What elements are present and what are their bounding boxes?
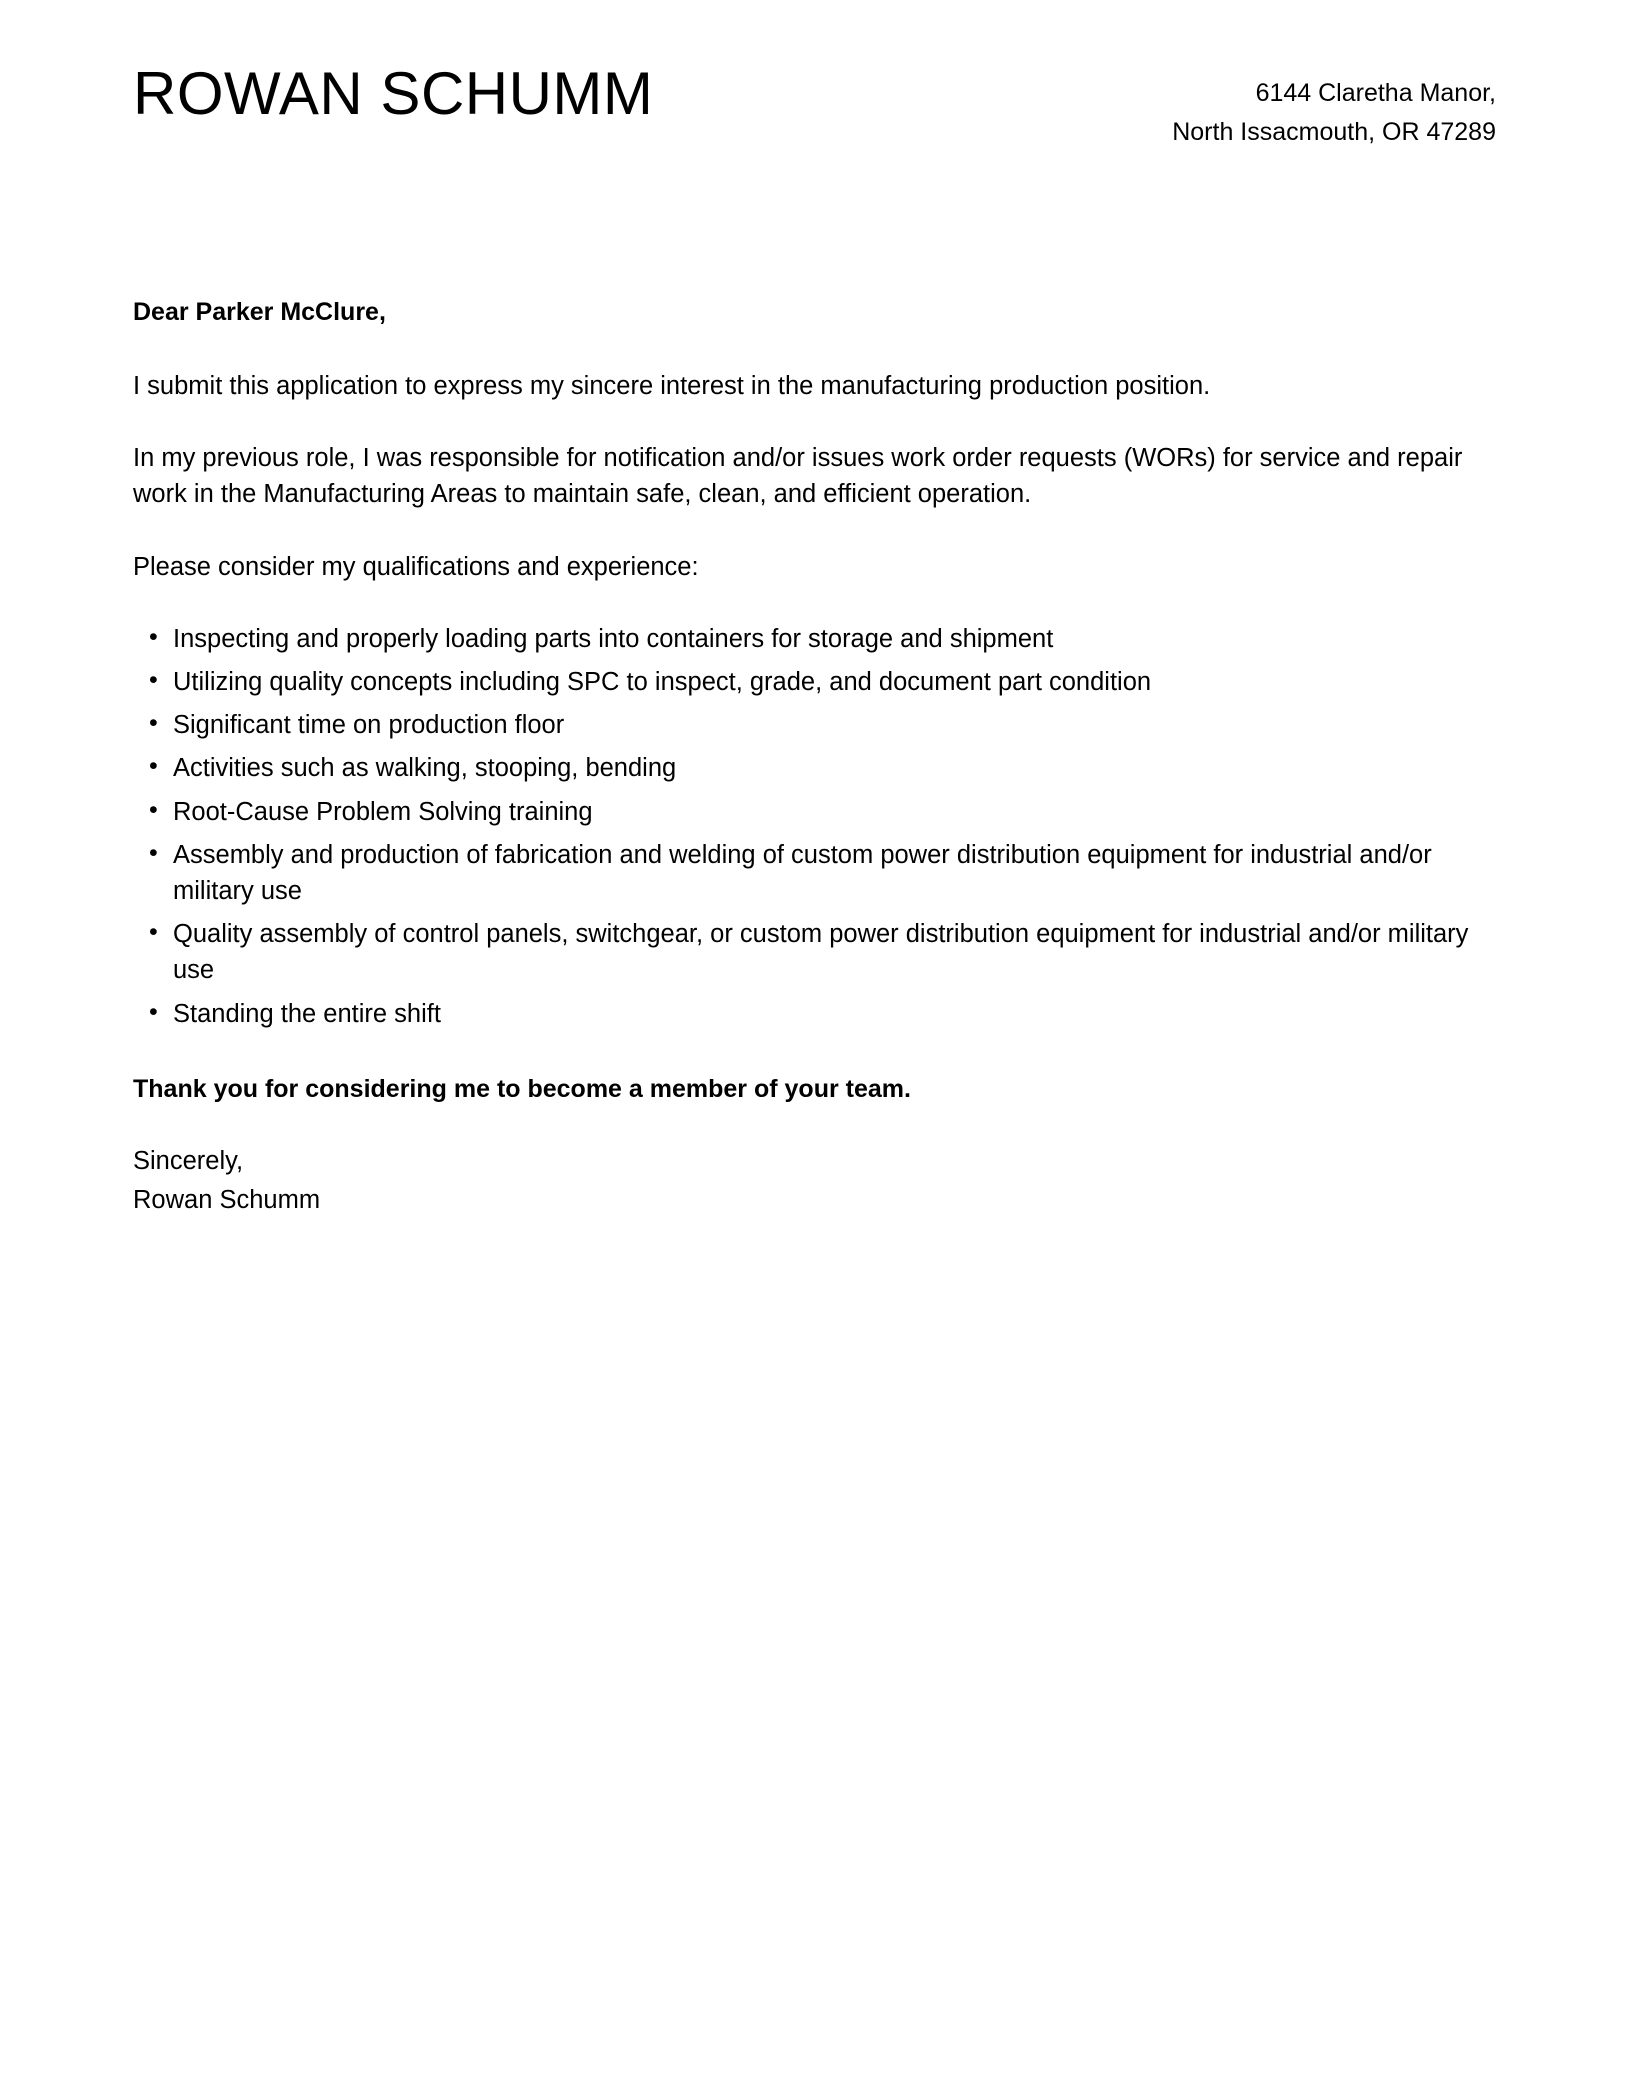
letter-body bbox=[133, 295, 1496, 1218]
signature-name: Rowan Schumm bbox=[133, 1185, 321, 1214]
experience-paragraph: In my previous role, I was responsible for notification and/or issues work order requests (WORs) for service and repair work in the Manufacturing Areas to maintain safe, clean, and efficient operation. bbox=[133, 444, 1463, 509]
sender-name-heading: ROWAN SCHUMM bbox=[133, 60, 654, 127]
address-line-city-state-zip: North Issacmouth, OR 47289 bbox=[1172, 117, 1496, 146]
list-item: • Root-Cause Problem Solving training bbox=[133, 794, 1496, 830]
thank-you-line: Thank you for considering me to become a member of your team. bbox=[133, 1074, 911, 1103]
qualifications-list bbox=[133, 621, 1496, 1032]
address-line-street: 6144 Claretha Manor, bbox=[1255, 79, 1496, 107]
closing-salutation: Sincerely, bbox=[133, 1147, 244, 1176]
salutation: Dear Parker McClure, bbox=[133, 297, 386, 326]
sender-address-block bbox=[1172, 60, 1496, 152]
qualifications-lead-in: Please consider my qualifications and experience: bbox=[133, 552, 699, 581]
list-item: • Utilizing quality concepts including SPC to inspect, grade, and document part condition bbox=[133, 664, 1496, 700]
list-item: • Inspecting and properly loading parts into containers for storage and shipment bbox=[133, 621, 1496, 657]
signature-block bbox=[133, 1143, 1496, 1217]
list-item: • Quality assembly of control panels, switchgear, or custom power distribution equipment for industrial and/or military use bbox=[133, 916, 1496, 988]
list-item: • Significant time on production floor bbox=[133, 707, 1496, 743]
letter-header bbox=[133, 60, 1496, 152]
list-item: • Standing the entire shift bbox=[133, 996, 1496, 1032]
list-item: • Assembly and production of fabrication and welding of custom power distribution equipment for industrial and/or military use bbox=[133, 837, 1496, 909]
list-item: • Activities such as walking, stooping, bending bbox=[133, 750, 1496, 786]
intro-paragraph: I submit this application to express my sincere interest in the manufacturing production position. bbox=[133, 372, 1211, 400]
